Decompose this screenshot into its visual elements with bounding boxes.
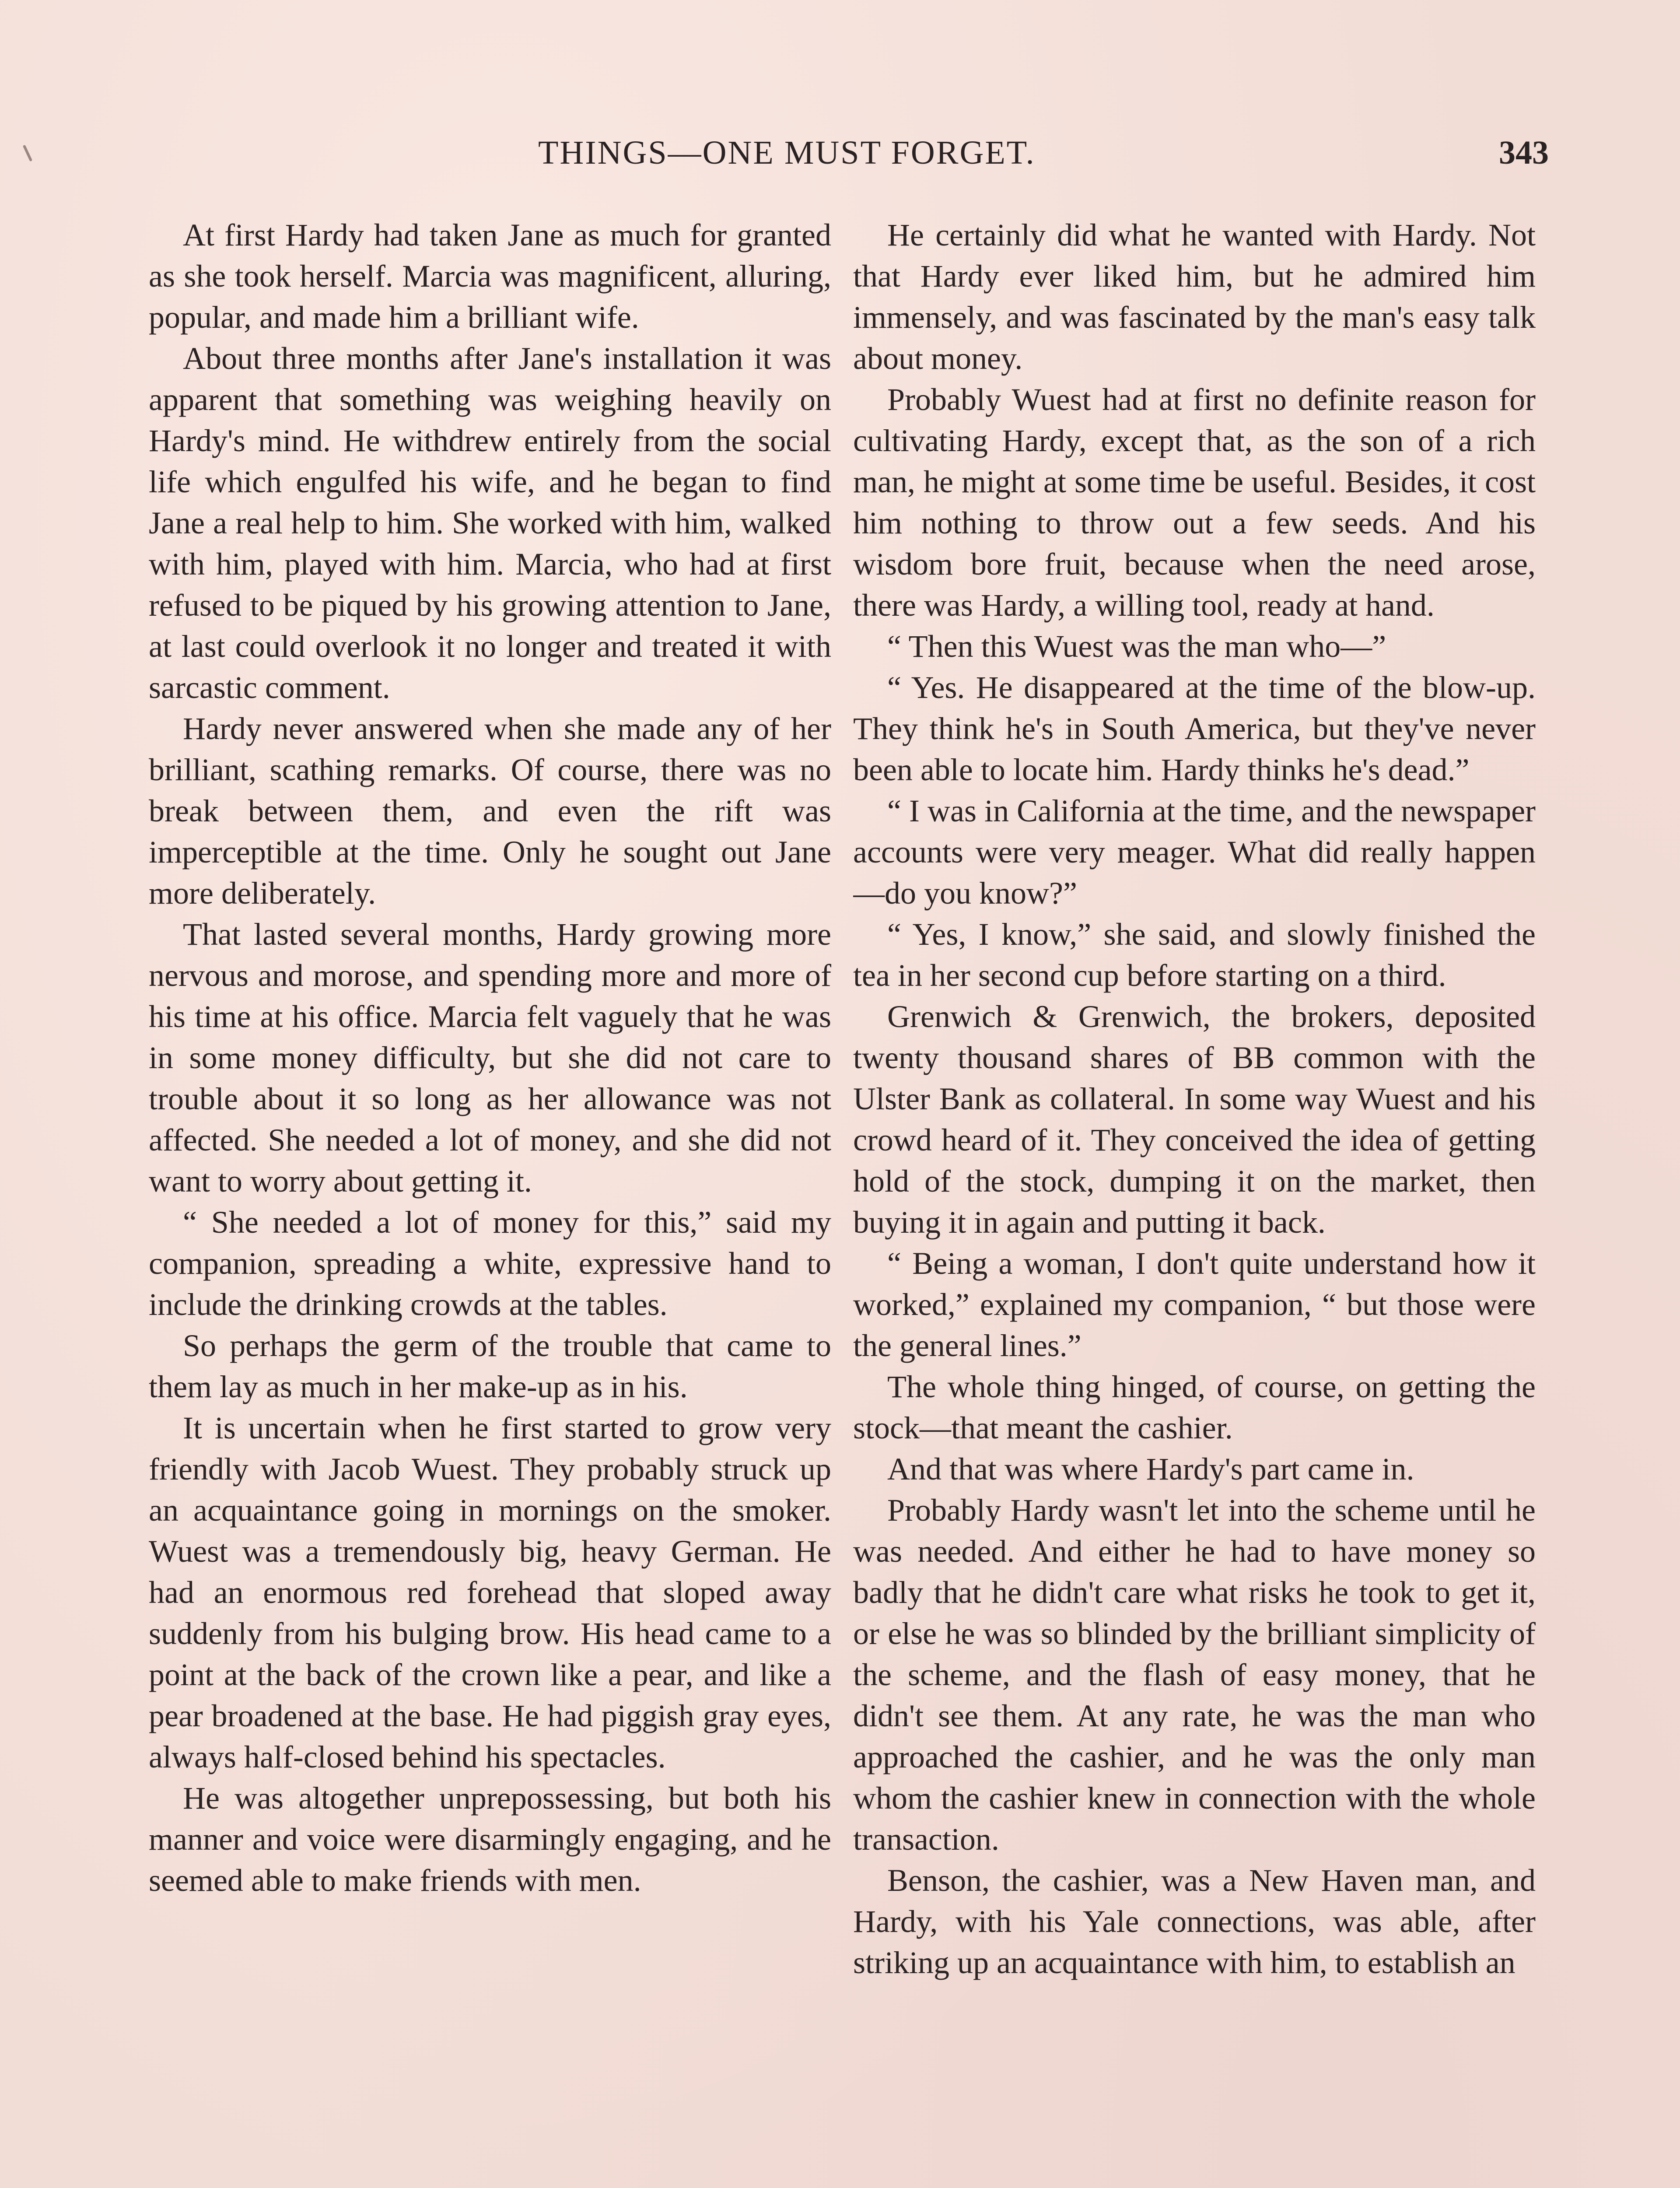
paragraph: “ Yes. He disappeared at the time of the blow-up. They think he's in South America, but they've never been able to locate him. Hardy thinks he's dead.”	[853, 670, 1536, 787]
paragraph: He certainly did what he wanted with Hardy. Not that Hardy ever liked him, but he admired him immensely, and was fascinated by the man's easy talk about money.	[853, 217, 1536, 376]
page-header	[538, 130, 1549, 182]
paragraph: The whole thing hinged, of course, on getting the stock—that meant the cashier.	[853, 1369, 1536, 1445]
paragraph: That lasted several months, Hardy growing more nervous and morose, and spending more and more of his time at his office. Marcia felt vaguely that he was in some money difficulty, but she did not care to trouble about it so long as her allowance was not affected. She needed a lot of money, and she did not want to worry about getting it.	[149, 917, 831, 1199]
paragraph: At first Hardy had taken Jane as much for granted as she took herself. Marcia was magnificent, alluring, popular, and made him a brilliant wife.	[149, 217, 831, 335]
paragraph: Benson, the cashier, was a New Haven man, and Hardy, with his Yale connections, was able, after striking up an acquaintance with him, to establish an	[853, 1863, 1536, 1980]
paragraph: So perhaps the germ of the trouble that came to them lay as much in her make-up as in his.	[149, 1328, 831, 1404]
running-title: THINGS—ONE MUST FORGET.	[538, 134, 1036, 171]
page-number: 343	[1499, 134, 1549, 171]
paragraph: Probably Hardy wasn't let into the scheme until he was needed. And either he had to have money so badly that he didn't care what risks he took to get it, or else he was so blinded by the brilliant simplicity of the scheme, and the flash of easy money, that he didn't see them. At any rate, he was the man who approached the cashier, and he was the only man whom the cashier knew in connection with the whole transaction.	[853, 1493, 1536, 1857]
left-column	[149, 214, 831, 2188]
paragraph: “ She needed a lot of money for this,” said my companion, spreading a white, expressive hand to include the drinking crowds at the tables.	[149, 1205, 831, 1322]
paragraph: Grenwich & Grenwich, the brokers, deposited twenty thousand shares of BB common with the Ulster Bank as collateral. In some way Wuest and his crowd heard of it. They conceived the idea of getting hold of the stock, dumping it on the market, then buying it in again and putting it back.	[853, 999, 1536, 1240]
paragraph: And that was where Hardy's part came in.	[887, 1452, 1414, 1487]
paragraph: “ I was in California at the time, and the newspaper accounts were very meager. What did really happen—do you know?”	[853, 793, 1536, 911]
right-column	[853, 214, 1536, 2188]
paragraph: About three months after Jane's installation it was apparent that something was weighing heavily on Hardy's mind. He withdrew entirely from the social life which engulfed his wife, and he began to find Jane a real help to him. She worked with him, walked with him, played with him. Marcia, who had at first refused to be piqued by his growing attention to Jane, at last could overlook it no longer and treated it with sarcastic comment.	[149, 341, 831, 705]
paragraph: It is uncertain when he first started to grow very friendly with Jacob Wuest. They probably struck up an acquaintance going in mornings on the smoker. Wuest was a tremendously big, heavy German. He had an enormous red forehead that sloped away suddenly from his bulging brow. His head came to a point at the back of the crown like a pear, and like a pear broadened at the base. He had piggish gray eyes, always half-closed behind his spectacles.	[149, 1410, 831, 1774]
paragraph: Probably Wuest had at first no definite reason for cultivating Hardy, except that, as the son of a rich man, he might at some time be useful. Besides, it cost him nothing to throw out a few seeds. And his wisdom bore fruit, because when the need arose, there was Hardy, a willing tool, ready at hand.	[853, 382, 1536, 623]
paragraph: Hardy never answered when she made any of her brilliant, scathing remarks. Of course, there was no break between them, and even the rift was imperceptible at the time. Only he sought out Jane more deliberately.	[149, 711, 831, 911]
paragraph: He was altogether unprepossessing, but both his manner and voice were disarmingly engaging, and he seemed able to make friends with men.	[149, 1781, 831, 1898]
paragraph: “ Being a woman, I don't quite understand how it worked,” explained my companion, “ but those were the general lines.”	[853, 1246, 1536, 1363]
paragraph: “ Then this Wuest was the man who—”	[887, 629, 1386, 664]
paragraph: “ Yes, I know,” she said, and slowly finished the tea in her second cup before starting on a third.	[853, 917, 1536, 993]
